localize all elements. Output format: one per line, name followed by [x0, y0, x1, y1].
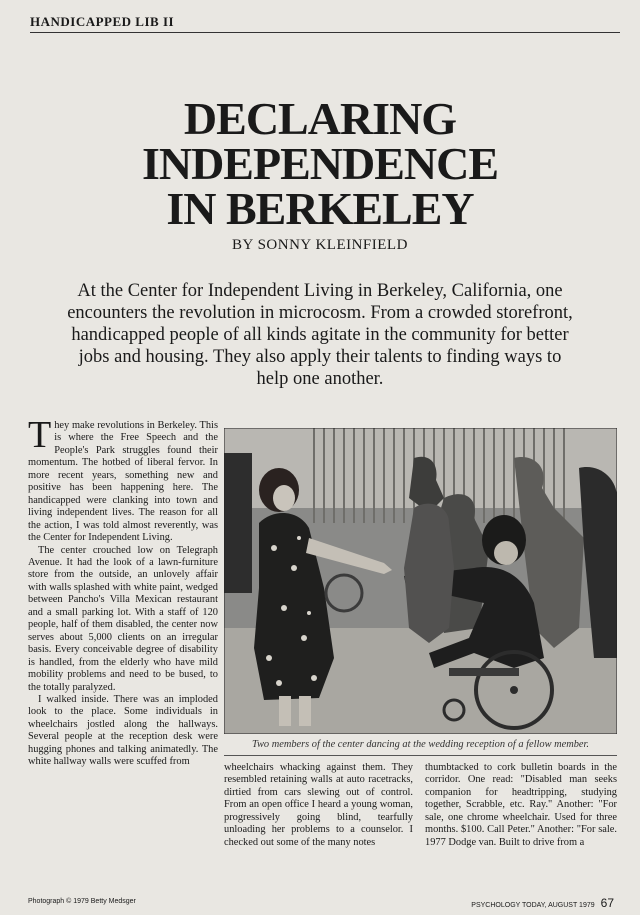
photo-caption: Two members of the center dancing at the wedding reception of a fellow member.	[251, 739, 590, 750]
deck: At the Center for Independent Living in Berkeley, California, one encounters the revolution in microcosm. From a crowded storefront, handicapped people of all kinds agitate in the community for better jobs and housing. They also apply their talents to finding ways to help one another.	[67, 281, 573, 389]
column-3-text: thumbtacked to cork bulletin boards in the corridor. One read: "Disabled man seeks companion for headtripping, studying together, Scrabble, etc. Ray." Another: "For sale, one chrome wheelchair. Used for three months. $100. Call Peter." Another: "For sale. 1977 Dodge van. Built to drive from a	[425, 762, 617, 848]
page-number: 67	[600, 896, 614, 910]
photo-credit: Photograph © 1979 Betty Medsger	[28, 898, 136, 905]
title-line-3: IN BERKELEY	[166, 183, 474, 234]
paragraph-3: I walked inside. There was an imploded look to the place. Some individuals in wheelchairs jostled along the hallways. Several people at the reception desk were hugging phones and talking animatedly. The white hallway walls were scuffed from	[28, 693, 218, 768]
title-line-1: DECLARING	[183, 93, 457, 144]
title-line-2: INDEPENDENCE	[141, 138, 499, 189]
magazine-issue: PSYCHOLOGY TODAY, AUGUST 1979	[471, 902, 595, 909]
page-footer	[471, 896, 614, 910]
paragraph-1	[28, 420, 218, 545]
drop-cap: T	[28, 420, 52, 456]
paragraph-2: The center crouched low on Telegraph Avenue. It had the look of a lawn-furniture store from the outside, an unlovely affair with walls splashed with white paint, wedged between Pancho's Villa Mexican restaurant and a small parking lot. With a staff of 120 people, half of them disabled, the center now serves about 5,000 clients on an irregular basis. Every conceivable degree of disability is handled, from the elderly who have mild mobility problems and need to be bused, to the totally paralyzed.	[28, 544, 218, 693]
caption-rule	[224, 755, 617, 756]
column-2-text: wheelchairs whacking against them. They resembled retaining walls at auto racetracks, dirtied from cars slewing out of control. From an open office I heard a young woman, progressively going blind, tearfully unloading her problems to a counselor. I checked out some of the many notes	[224, 762, 413, 848]
body-column-3	[425, 762, 617, 894]
photo-illustration	[224, 428, 617, 734]
body-column-1	[28, 420, 218, 880]
byline: BY SONNY KLEINFIELD	[232, 237, 408, 253]
body-column-2	[224, 762, 413, 894]
running-head: HANDICAPPED LIB II	[30, 14, 620, 33]
paragraph-1-text: hey make revolutions in Berkeley. This is where the Free Speech and the People's Park struggles found their momentum. The hotbed of liberal fervor. In more recent years, something new and positive has been happening here. The handicapped were clanking into town and living independent lives. The reason for all the action, I was told almost reverently, was the Center for Independent Living.	[28, 420, 218, 544]
article-title	[0, 93, 640, 234]
dancing-photo	[224, 428, 617, 734]
